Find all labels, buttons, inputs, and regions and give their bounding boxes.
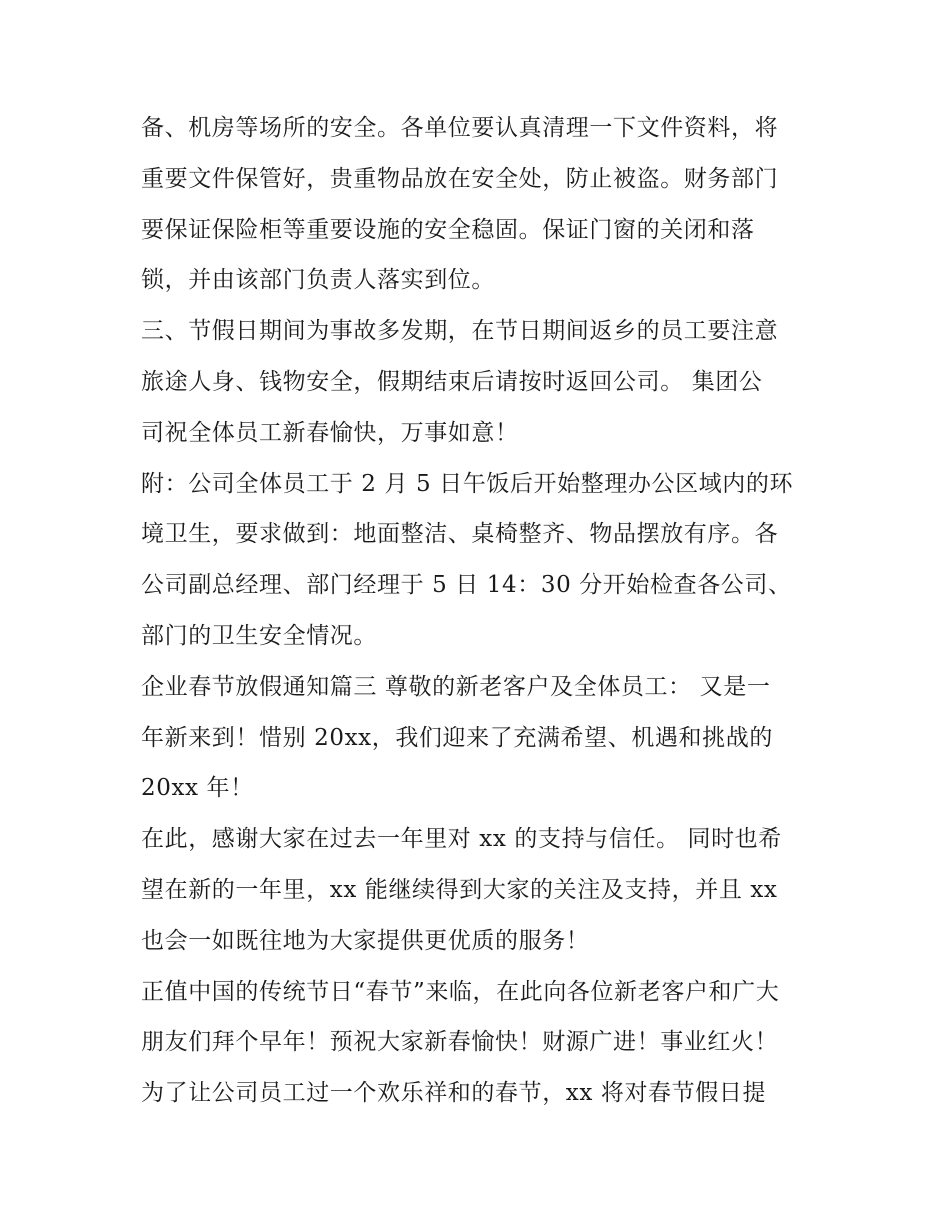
text-line: 要保证保险柜等重要设施的安全稳固。保证门窗的关闭和落 bbox=[141, 216, 755, 243]
document-body bbox=[141, 103, 821, 1119]
text-line: 为了让公司员工过一个欢乐祥和的春节，xx 将对春节假日提 bbox=[141, 1080, 767, 1107]
text-line: 三、节假日期间为事故多发期，在节日期间返乡的员工要注意 bbox=[141, 318, 779, 345]
text-line: 望在新的一年里，xx 能继续得到大家的关注及支持，并且 xx bbox=[141, 876, 778, 903]
text-line: 附：公司全体员工于 2 月 5 日午饭后开始整理办公区域内的环 bbox=[141, 470, 794, 497]
text-line: 公司副总经理、部门经理于 5 日 14：30 分开始检查各公司、 bbox=[141, 572, 792, 599]
text-line: 20xx 年！ bbox=[141, 775, 254, 802]
text-line: 正值中国的传统节日“春节”来临，在此向各位新老客户和广大 bbox=[141, 978, 780, 1005]
text-line: 也会一如既往地为大家提供更优质的服务！ bbox=[141, 927, 590, 954]
text-line: 重要文件保管好，贵重物品放在安全处，防止被盗。财务部门 bbox=[141, 165, 779, 192]
text-line: 在此，感谢大家在过去一年里对 xx 的支持与信任。 同时也希 bbox=[141, 826, 782, 853]
text-line: 境卫生，要求做到：地面整洁、桌椅整齐、物品摆放有序。各 bbox=[141, 521, 779, 548]
text-line: 企业春节放假通知篇三 尊敬的新老客户及全体员工： 又是一 bbox=[141, 673, 771, 700]
text-line: 旅途人身、钱物安全，假期结束后请按时返回公司。 集团公 bbox=[141, 368, 763, 395]
text-line: 朋友们拜个早年！预祝大家新春愉快！财源广进！事业红火！ bbox=[141, 1029, 779, 1056]
text-line: 部门的卫生安全情况。 bbox=[141, 622, 377, 649]
text-line: 锁，并由该部门负责人落实到位。 bbox=[141, 267, 495, 294]
text-line: 备、机房等场所的安全。各单位要认真清理一下文件资料，将 bbox=[141, 115, 779, 141]
text-line: 司祝全体员工新春愉快，万事如意！ bbox=[141, 419, 519, 446]
text-line: 年新来到！惜别 20xx，我们迎来了充满希望、机遇和挑战的 bbox=[141, 724, 773, 751]
